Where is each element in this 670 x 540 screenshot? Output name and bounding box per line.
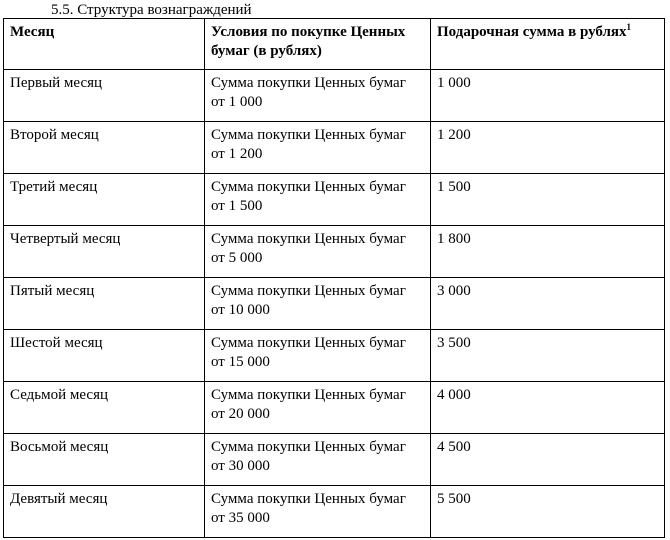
cell-month: Седьмой месяц (4, 382, 205, 434)
cell-amount: 5 500 (431, 486, 665, 538)
condition-text: Сумма покупки Ценных бумаг (211, 75, 406, 91)
condition-text: Сумма покупки Ценных бумаг (211, 387, 406, 403)
condition-threshold: от 35 000 (211, 510, 270, 526)
cell-month: Первый месяц (4, 70, 205, 122)
cell-amount: 1 800 (431, 226, 665, 278)
condition-text: Сумма покупки Ценных бумаг (211, 231, 406, 247)
condition-threshold: от 1 000 (211, 94, 263, 110)
table-row (4, 486, 665, 538)
header-amount-label: Подарочная сумма в рублях (437, 24, 627, 40)
table-header-row (4, 19, 665, 70)
cell-amount: 4 000 (431, 382, 665, 434)
table-row (4, 382, 665, 434)
condition-text: Сумма покупки Ценных бумаг (211, 491, 406, 507)
cell-condition (205, 70, 431, 122)
rewards-table (3, 18, 665, 538)
section-heading: 5.5. Структура вознаграждений (51, 2, 252, 18)
cell-condition (205, 122, 431, 174)
condition-threshold: от 5 000 (211, 250, 263, 266)
table-row (4, 434, 665, 486)
cell-condition (205, 434, 431, 486)
table-row (4, 226, 665, 278)
condition-threshold: от 10 000 (211, 302, 270, 318)
condition-text: Сумма покупки Ценных бумаг (211, 439, 406, 455)
condition-threshold: от 15 000 (211, 354, 270, 370)
cell-month: Восьмой месяц (4, 434, 205, 486)
table-row (4, 278, 665, 330)
condition-threshold: от 1 200 (211, 146, 263, 162)
cell-amount: 3 500 (431, 330, 665, 382)
cell-condition (205, 278, 431, 330)
cell-condition (205, 226, 431, 278)
cell-amount: 1 000 (431, 70, 665, 122)
cell-month: Шестой месяц (4, 330, 205, 382)
cell-amount: 3 000 (431, 278, 665, 330)
cell-month: Пятый месяц (4, 278, 205, 330)
condition-threshold: от 30 000 (211, 458, 270, 474)
cell-month: Третий месяц (4, 174, 205, 226)
cell-condition (205, 382, 431, 434)
header-condition: Условия по покупке Ценных бумаг (в рублях) (205, 19, 431, 70)
table-row (4, 330, 665, 382)
cell-amount: 1 500 (431, 174, 665, 226)
condition-text: Сумма покупки Ценных бумаг (211, 335, 406, 351)
condition-text: Сумма покупки Ценных бумаг (211, 283, 406, 299)
condition-threshold: от 1 500 (211, 198, 263, 214)
cell-amount: 1 200 (431, 122, 665, 174)
table-body (4, 70, 665, 538)
condition-text: Сумма покупки Ценных бумаг (211, 179, 406, 195)
table-row (4, 174, 665, 226)
header-amount (431, 19, 665, 70)
table-row (4, 122, 665, 174)
cell-condition (205, 174, 431, 226)
condition-threshold: от 20 000 (211, 406, 270, 422)
cell-condition (205, 330, 431, 382)
table-row (4, 70, 665, 122)
condition-text: Сумма покупки Ценных бумаг (211, 127, 406, 143)
cell-month: Девятый месяц (4, 486, 205, 538)
header-month: Месяц (4, 19, 205, 70)
cell-amount: 4 500 (431, 434, 665, 486)
cell-month: Второй месяц (4, 122, 205, 174)
cell-condition (205, 486, 431, 538)
cell-month: Четвертый месяц (4, 226, 205, 278)
footnote-marker: 1 (626, 22, 632, 32)
